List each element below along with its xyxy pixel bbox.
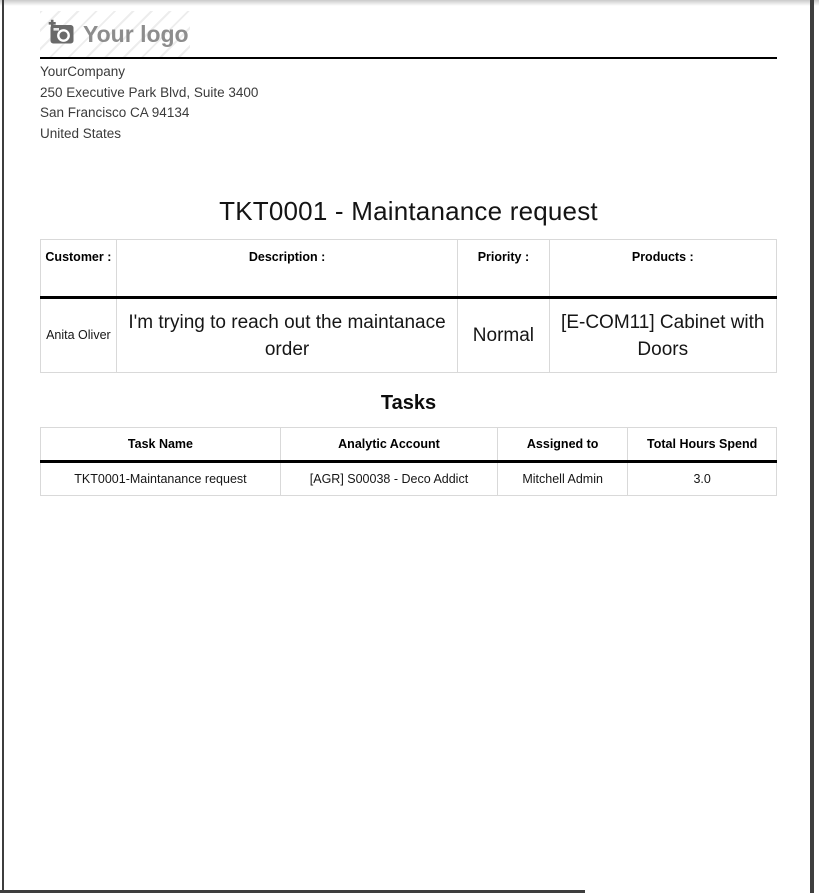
ticket-priority: Normal bbox=[458, 298, 549, 373]
column-header-products: Products : bbox=[549, 240, 776, 298]
ticket-products: [E-COM11] Cabinet with Doors bbox=[549, 298, 776, 373]
tasks-table-header bbox=[41, 428, 777, 462]
table-row bbox=[41, 298, 777, 373]
table-row bbox=[41, 462, 777, 496]
column-header-analytic-account: Analytic Account bbox=[280, 428, 497, 462]
header-divider bbox=[40, 57, 777, 59]
column-header-total-hours: Total Hours Spend bbox=[628, 428, 777, 462]
task-assigned-to: Mitchell Admin bbox=[498, 462, 628, 496]
task-name: TKT0001-Maintanance request bbox=[41, 462, 281, 496]
column-header-description: Description : bbox=[116, 240, 458, 298]
column-header-task-name: Task Name bbox=[41, 428, 281, 462]
page-right-border bbox=[810, 0, 814, 893]
column-header-assigned-to: Assigned to bbox=[498, 428, 628, 462]
ticket-customer: Anita Oliver bbox=[41, 298, 117, 373]
company-address bbox=[40, 62, 777, 144]
ticket-summary-table bbox=[40, 239, 777, 373]
task-analytic-account: [AGR] S00038 - Deco Addict bbox=[280, 462, 497, 496]
column-header-customer: Customer : bbox=[41, 240, 117, 298]
ticket-table-header bbox=[41, 240, 777, 298]
logo-placeholder-text: Your logo bbox=[83, 20, 189, 47]
ticket-description: I'm trying to reach out the maintanace order bbox=[116, 298, 458, 373]
camera-plus-icon bbox=[47, 19, 74, 49]
page-title: TKT0001 - Maintanance request bbox=[219, 196, 598, 226]
tasks-section-heading: Tasks bbox=[380, 392, 437, 414]
tasks-table bbox=[40, 427, 777, 496]
company-name: YourCompany bbox=[40, 64, 126, 79]
page-left-border bbox=[2, 0, 4, 893]
company-street: 250 Executive Park Blvd, Suite 3400 bbox=[40, 84, 259, 100]
company-logo bbox=[40, 11, 190, 57]
company-city: San Francisco CA 94134 bbox=[40, 105, 190, 120]
task-total-hours: 3.0 bbox=[628, 462, 777, 496]
column-header-priority: Priority : bbox=[458, 240, 549, 298]
company-country: United States bbox=[40, 125, 122, 141]
page-top-shadow bbox=[0, 0, 819, 6]
